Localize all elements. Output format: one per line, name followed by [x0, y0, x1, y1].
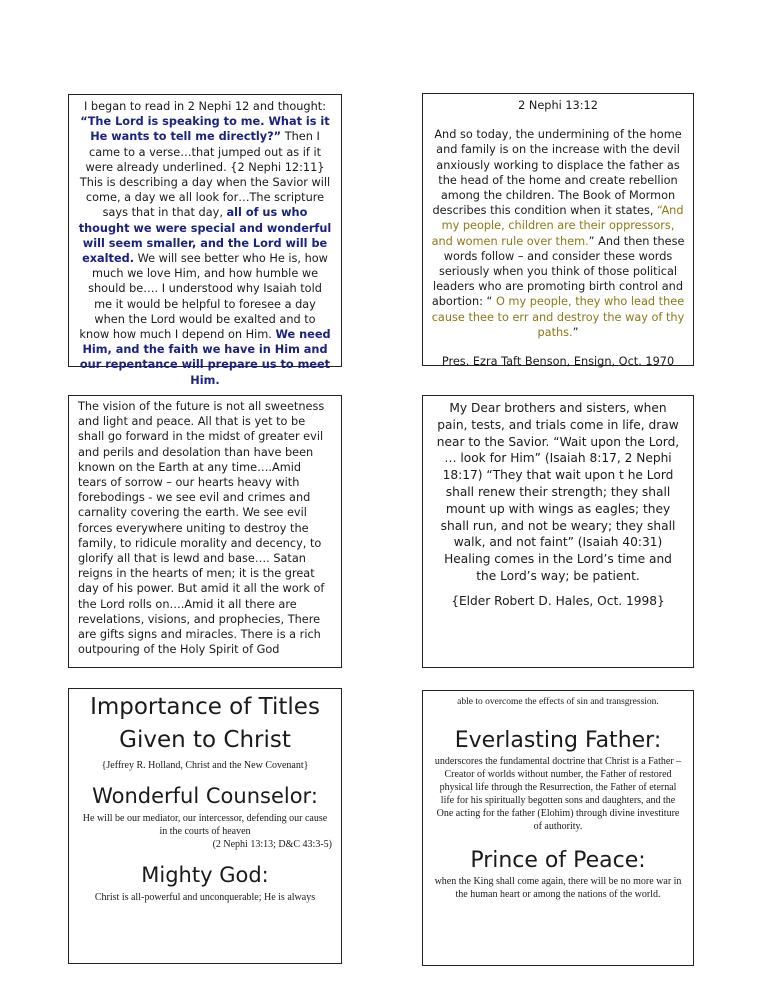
card-titles-continued [422, 690, 694, 966]
card-2nephi-12 [68, 94, 342, 387]
section-text: able to overcome the effects of sin and transgression. [457, 697, 659, 707]
section-text: He will be our mediator, our intercessor, defending our cause in the courts of heaven (2 Nephi 13:13; D&C 43:3-5) [78, 812, 332, 851]
section-heading: Mighty God: [141, 863, 269, 887]
scripture-quote: O my people, they who lead thee cause thee to err and destroy the way of thy paths. [431, 295, 685, 339]
card-source: Pres. Ezra Taft Benson, Ensign, Oct. 1970 [441, 355, 675, 369]
section-heading: Wonderful Counselor: [92, 784, 318, 808]
card-text: My Dear brothers and sisters, when pain, tests, and trials come in life, draw near to the Savior. “Wait upon the Lord, … look for Him” (Isaiah 8:17, 2 Nephi 18:17) “They that wait upon t he Lord shall renew their strength; they shall mount up with wings as eagles; they shall run, and not be weary; they shall walk, and not faint” (Isaiah 40:31) Healing comes in the Lord’s time and the Lord’s way; be patient. [436, 401, 680, 583]
section-text: underscores the fundamental doctrine that Christ is a Father – Creator of worlds without number, the Father of restored physical life through the Resurrection, the Father of eternal life for his spiritually begotten sons and daughters, and the One acting for the father (Elohim) through divine investiture of authority. [434, 756, 682, 832]
card-text: The vision of the future is not all sweetness and light and peace. All that is yet to be shall go forward in the midst of greater evil and perils and desolation than have been known on the Earth at any time….Amid tears of sorrow – our hearts heavy with forebodings - we see evil and crimes and carnality covering the earth. We see evil forces everywhere uniting to destroy the family, to ridicule morality and decency, to glorify all that is lewd and base…. Satan reigns in the hearts of men; it is the great day of his power. But amid it all the work of the Lord rolls on….Amid it all there are revelations, visions, and prophecies, There are gifts signs and miracles. There is a rich outpouring of the Holy Spirit of God [78, 400, 325, 657]
card-titles-of-christ [68, 688, 342, 964]
section-heading: Prince of Peace: [470, 848, 646, 873]
card-2nephi-13 [422, 93, 694, 369]
section-text: Christ is all-powerful and unconquerable; He is always [94, 892, 316, 903]
section-text: when the King shall come again, there will be no more war in the human heart or among the nations of the world. [434, 876, 682, 900]
card-source: {Elder Robert D. Hales, Oct. 1998} [451, 593, 665, 608]
citation: {Jeffrey R. Holland, Christ and the New Covenant} [101, 760, 309, 771]
card-title: Importance of Titles Given to Christ [90, 694, 320, 753]
card-title: 2 Nephi 13:12 [518, 99, 598, 112]
card-hales-quote [422, 395, 694, 668]
scripture-quote: “And my people, children are their oppressors, and women rule over them. [431, 204, 684, 248]
emphasis-text: “The Lord is speaking to me. What is it He wants to tell me directly?” [80, 115, 330, 144]
emphasis-text: all of us who thought we were special and wonderful will seem smaller, and the Lord will be exalted. [78, 206, 332, 266]
card-text: I began to read in 2 Nephi 12 and thought: “The Lord is speaking to me. What is it He wants to tell me directly?” Then I came to a verse…that jumped out as if it were already underlined. {2 Nephi 12:11} This is describing a day when the Savior will come, a day we all look for…The scripture says that in that day, all of us who thought we were special and wonderful will seem smaller, and the Lord will be exalted. We will see better who He is, how much we love Him, and how humble we should be…. I understood why Isaiah told me it would be helpful to foresee a day when the Lord would be exalted and to know how much I depend on Him. We need Him, and the faith we have in Him and our repentance will prepare us to meet Him. [78, 100, 332, 387]
emphasis-text: We need Him, and the faith we have in Him and our repentance will prepare us to meet Him. [79, 328, 331, 387]
scripture-ref: (2 Nephi 13:13; D&C 43:3-5) [212, 839, 332, 850]
card-vision-future [68, 395, 342, 668]
section-heading: Everlasting Father: [454, 728, 662, 753]
card-text: And so today, the undermining of the home and family is on the increase with the devil anxiously working to displace the father as the head of the home and create rebellion among the children. The Book of Mormon describes this condition when it states, “And my people, children are their oppressors, and women rule over them.” And then these words follow – and consider these words seriously when you think of those political leaders who are promoting birth control and abortion: “ O my people, they who lead thee cause thee to err and destroy the way of thy paths.” [431, 128, 685, 339]
